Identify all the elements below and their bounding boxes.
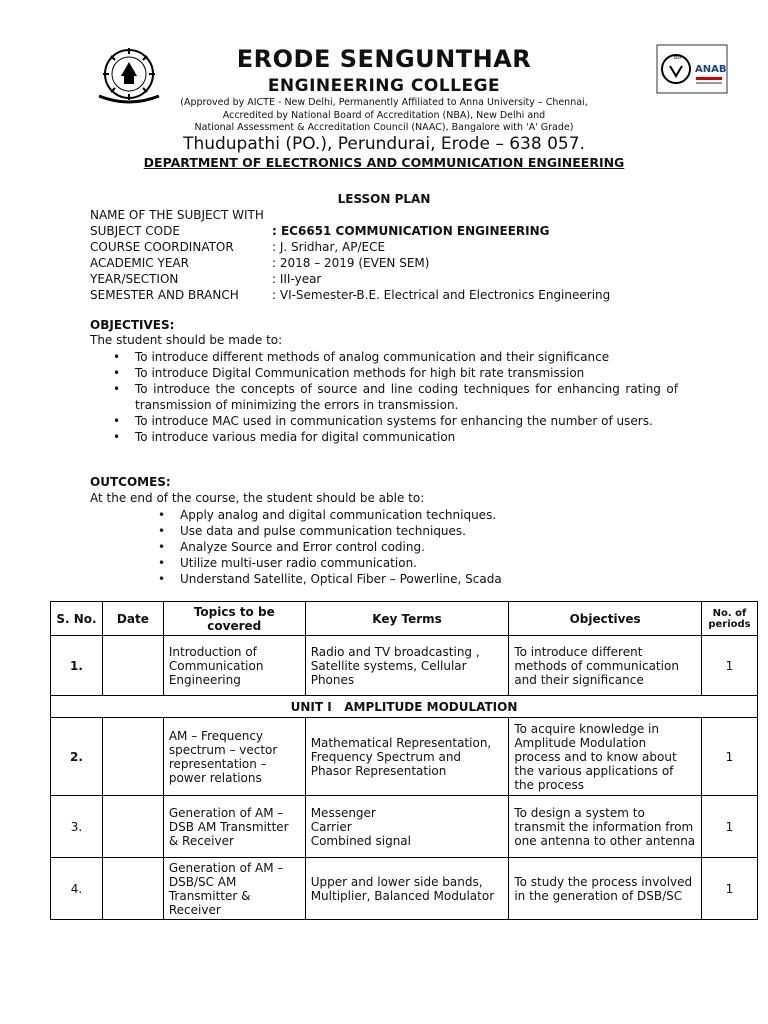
cell-topic: Introduction of Communication Engineering (163, 636, 305, 696)
info-value: : III-year (272, 272, 322, 286)
outcome-item: • Utilize multi-user radio communication. (158, 555, 678, 571)
cell-objective: To design a system to transmit the information from one antenna to other antenna (509, 796, 702, 858)
cell-sno: 4. (51, 858, 103, 920)
outcomes-heading: OUTCOMES: (90, 475, 171, 489)
cell-objective: To study the process involved in the generation of DSB/SC (509, 858, 702, 920)
info-row (90, 271, 610, 287)
info-value: : J. Sridhar, AP/ECE (272, 240, 386, 254)
svg-text:bsi: bsi (674, 55, 682, 61)
info-row (90, 287, 610, 303)
info-label: YEAR/SECTION (90, 272, 179, 286)
header-periods: No. of periods (701, 602, 757, 636)
cell-periods: 1 (701, 858, 757, 920)
subject-code-value: : EC6651 COMMUNICATION ENGINEERING (272, 224, 550, 238)
cell-date (102, 796, 163, 858)
cell-key-terms: Messenger Carrier Combined signal (305, 796, 509, 858)
approval-line-3: National Assessment & Accreditation Council (NAAC), Bangalore with 'A' Grade) (194, 122, 574, 133)
college-subtitle: ENGINEERING COLLEGE (267, 76, 501, 96)
info-row (90, 255, 610, 271)
cell-sno: 1. (51, 636, 103, 696)
outcome-item: • Understand Satellite, Optical Fiber – Powerline, Scada (158, 571, 678, 587)
cell-date (102, 718, 163, 796)
approval-line-2: Accredited by National Board of Accreditation (NBA), New Delhi and (222, 110, 546, 121)
outcome-item: • Analyze Source and Error control coding. (158, 539, 678, 555)
cell-objective: To introduce different methods of communication and their significance (509, 636, 702, 696)
objectives-intro: The student should be made to: (90, 333, 283, 347)
cell-objective: To acquire knowledge in Amplitude Modulation process and to know about the various applications of the process (509, 718, 702, 796)
info-row (90, 207, 610, 223)
objectives-list (113, 349, 678, 445)
table-row (51, 718, 758, 796)
header-objectives: Objectives (509, 602, 702, 636)
cell-topic: AM – Frequency spectrum – vector representation – power relations (163, 718, 305, 796)
cell-periods: 1 (701, 796, 757, 858)
department-title: DEPARTMENT OF ELECTRONICS AND COMMUNICATION ENGINEERING (143, 155, 625, 170)
cell-periods: 1 (701, 718, 757, 796)
college-name: ERODE SENGUNTHAR (236, 45, 532, 73)
table-row (51, 636, 758, 696)
header-sno: S. No. (51, 602, 103, 636)
header-key-terms: Key Terms (305, 602, 509, 636)
info-value: : 2018 – 2019 (EVEN SEM) (272, 256, 430, 270)
objective-item: • To introduce Digital Communication methods for high bit rate transmission (113, 365, 678, 381)
objectives-heading: OBJECTIVES: (90, 318, 175, 332)
anab-logo-text: ANAB (695, 64, 727, 75)
cell-sno: 3. (51, 796, 103, 858)
info-row (90, 239, 610, 255)
info-label: SUBJECT CODE (90, 224, 180, 238)
objective-item: • To introduce different methods of analog communication and their significance (113, 349, 678, 365)
outcomes-intro: At the end of the course, the student should be able to: (90, 491, 425, 505)
info-label: COURSE COORDINATOR (90, 240, 234, 254)
info-label: ACADEMIC YEAR (90, 256, 189, 270)
info-value: : VI-Semester-B.E. Electrical and Electronics Engineering (272, 288, 611, 302)
cell-date (102, 858, 163, 920)
college-address: Thudupathi (PO.), Perundurai, Erode – 638 057. (183, 134, 585, 154)
cell-periods: 1 (701, 636, 757, 696)
lesson-plan-table (50, 601, 758, 920)
cell-topic: Generation of AM – DSB AM Transmitter & Receiver (163, 796, 305, 858)
info-label: NAME OF THE SUBJECT WITH (90, 208, 264, 222)
objective-item: • To introduce MAC used in communication systems for enhancing the number of users. (113, 413, 678, 429)
cell-sno: 2. (51, 718, 103, 796)
header-date: Date (102, 602, 163, 636)
lesson-plan-title: LESSON PLAN (337, 192, 431, 206)
outcome-item: • Apply analog and digital communication techniques. (158, 507, 678, 523)
header-topics: Topics to be covered (163, 602, 305, 636)
info-label: SEMESTER AND BRANCH (90, 288, 239, 302)
objective-item: • To introduce various media for digital communication (113, 429, 678, 445)
objective-item: • To introduce the concepts of source and line coding techniques for enhancing rating of transmission of minimizing the errors in transmission. (113, 381, 678, 413)
unit-row (51, 696, 758, 718)
cell-key-terms: Radio and TV broadcasting , Satellite systems, Cellular Phones (305, 636, 509, 696)
table-header-row (51, 602, 758, 636)
approval-line-1: (Approved by AICTE - New Delhi, Permanently Affiliated to Anna University – Chennai, (180, 97, 588, 108)
subject-info (90, 207, 610, 303)
outcome-item: • Use data and pulse communication techniques. (158, 523, 678, 539)
table-row (51, 858, 758, 920)
unit-title: UNIT I AMPLITUDE MODULATION (51, 696, 758, 718)
outcomes-list (158, 507, 678, 587)
table-row (51, 796, 758, 858)
cell-key-terms: Mathematical Representation, Frequency Spectrum and Phasor Representation (305, 718, 509, 796)
info-row (90, 223, 610, 239)
cell-topic: Generation of AM – DSB/SC AM Transmitter & Receiver (163, 858, 305, 920)
cell-date (102, 636, 163, 696)
cell-key-terms: Upper and lower side bands, Multiplier, Balanced Modulator (305, 858, 509, 920)
